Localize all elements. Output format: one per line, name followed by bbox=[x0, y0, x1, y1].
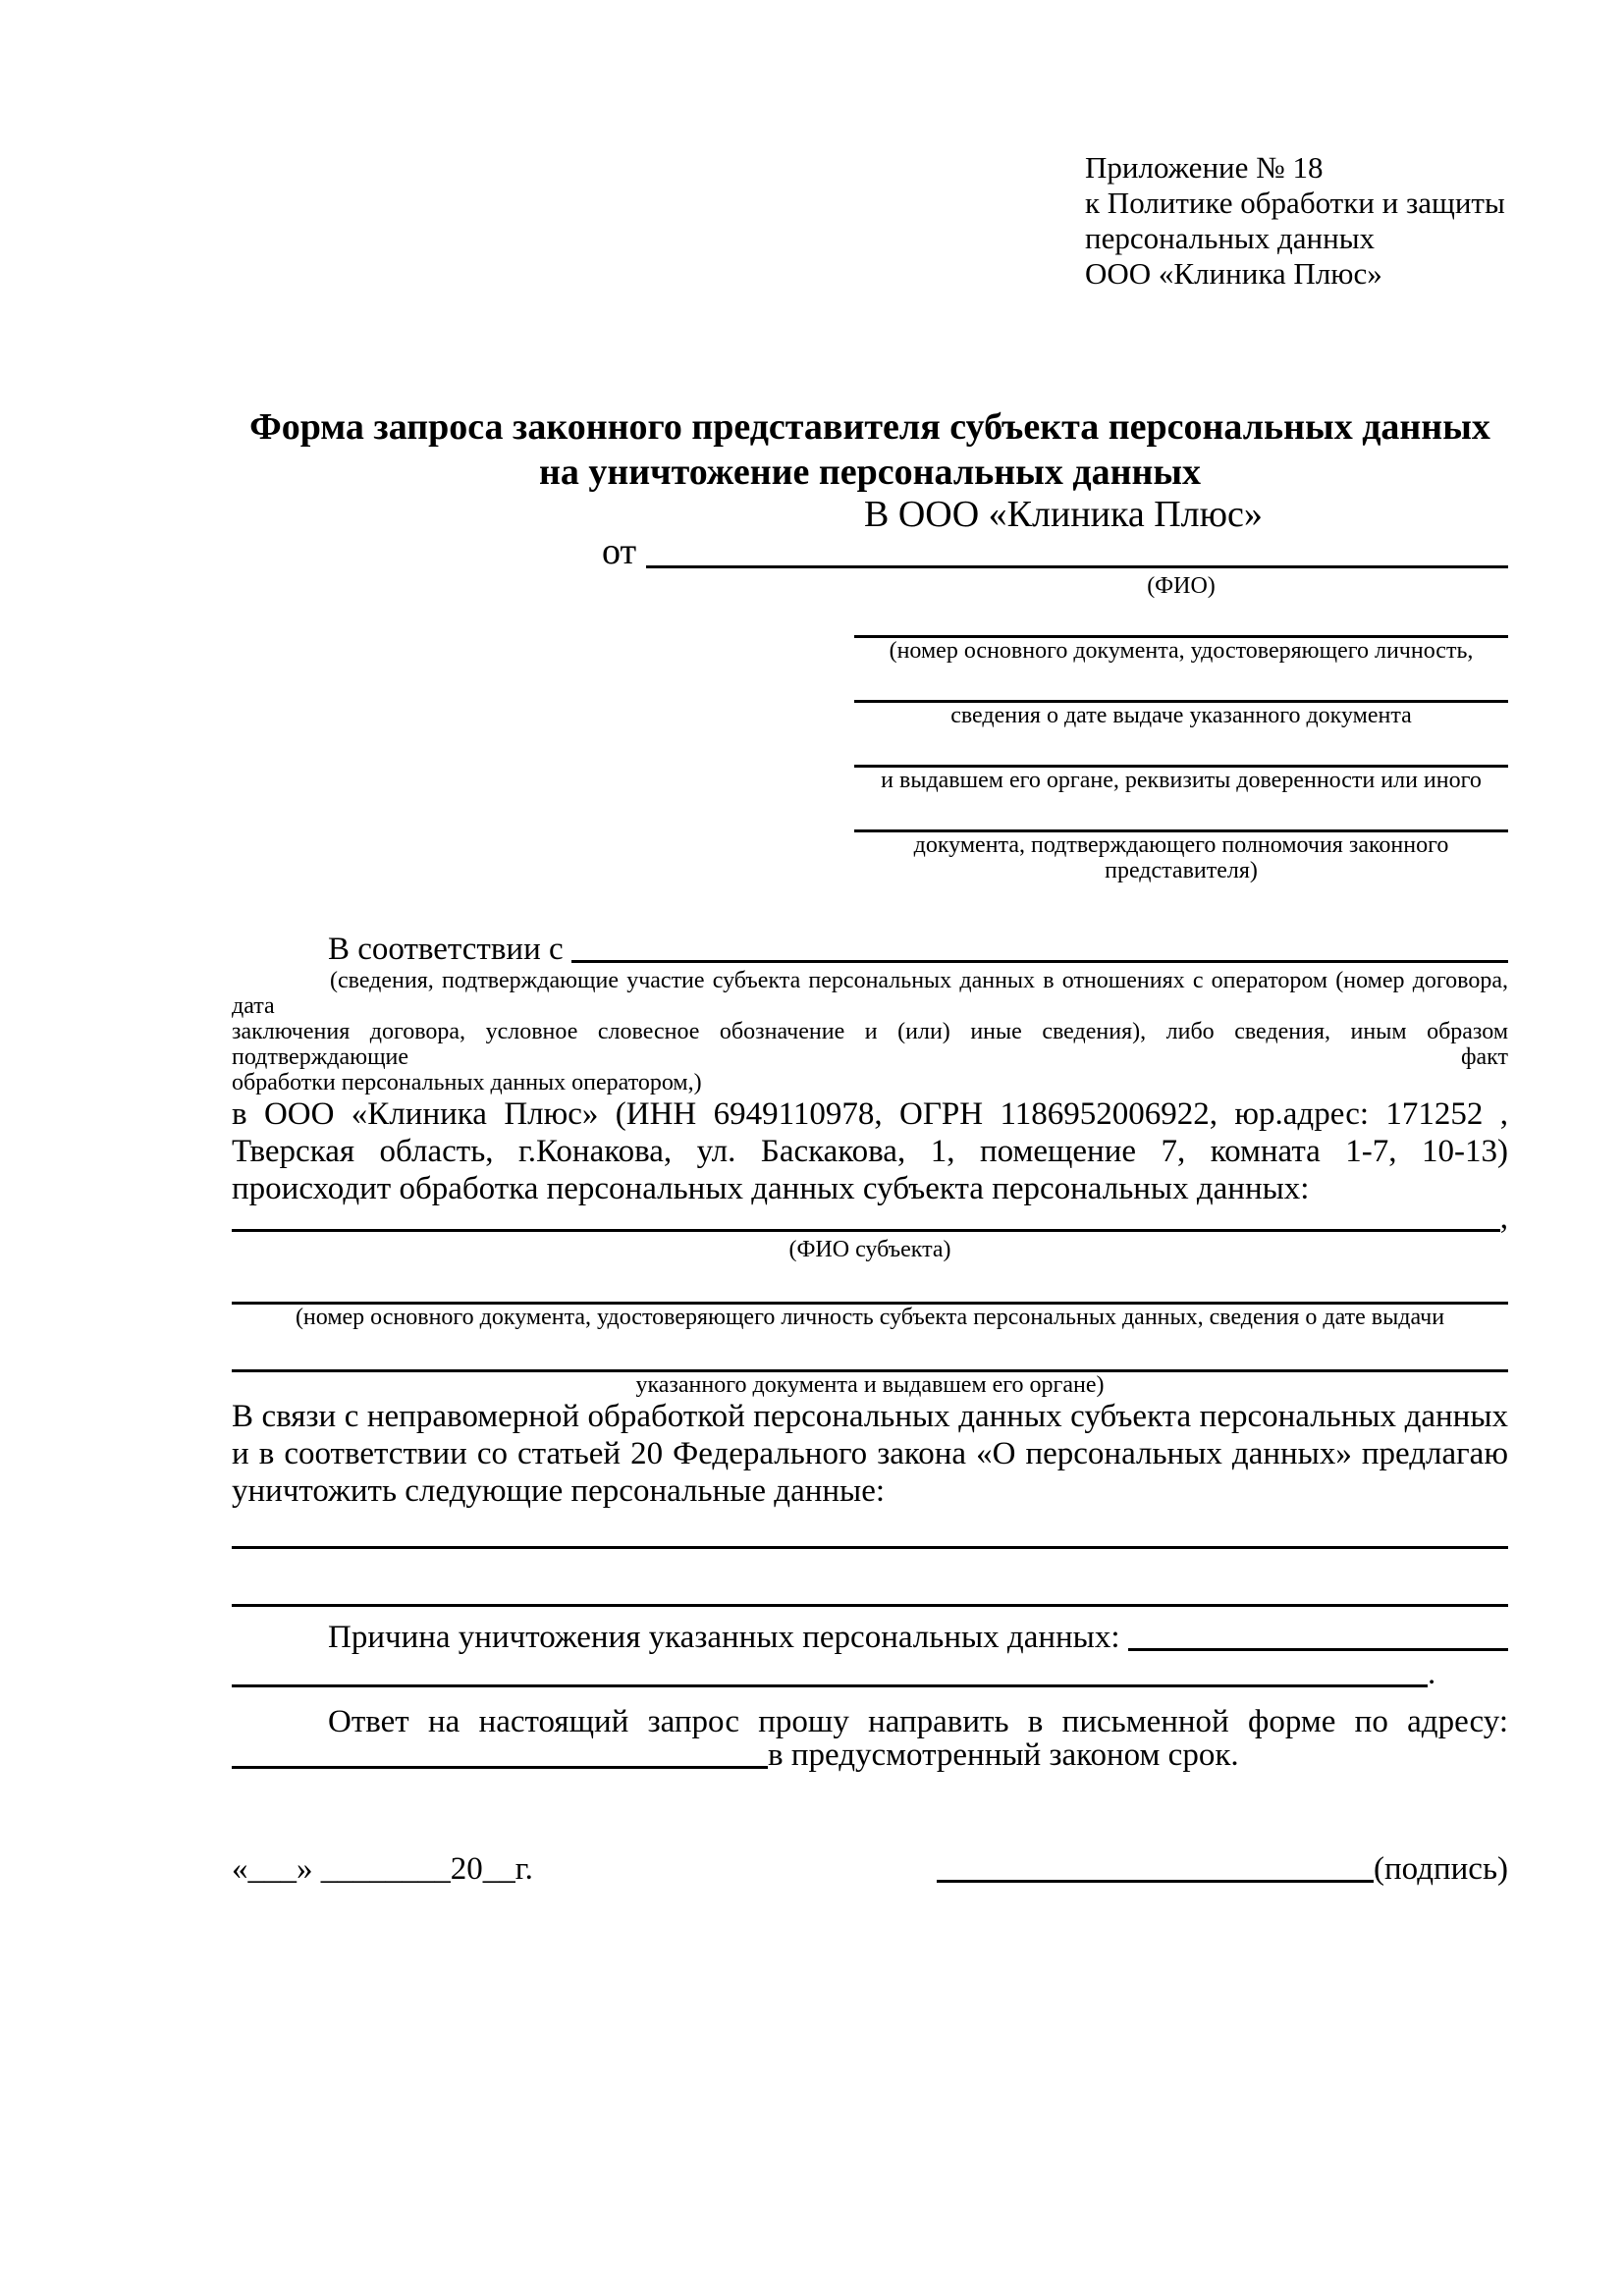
data-to-destroy-blank-line-1 bbox=[232, 1515, 1508, 1549]
field-caption-fio: (ФИО) bbox=[1147, 573, 1216, 599]
reply-address-blank-line bbox=[232, 1766, 768, 1769]
blank-line-issuer bbox=[854, 736, 1508, 768]
document-title bbox=[232, 404, 1508, 495]
from-label: от bbox=[602, 531, 646, 572]
accordance-caption bbox=[232, 968, 1508, 1095]
reply-address-row bbox=[232, 1737, 1508, 1774]
signature-caption: (подпись) bbox=[1374, 1851, 1508, 1887]
subject-issuer-blank-line bbox=[232, 1338, 1508, 1372]
blank-line-authority-document bbox=[854, 801, 1508, 832]
reason-continuation-blank-line bbox=[232, 1684, 1428, 1687]
accordance-caption-line: (сведения, подтверждающие участие субъекта персональных данных в отношениях с оператором (номер договора, дата bbox=[232, 968, 1508, 1019]
blank-line-issue-date bbox=[854, 671, 1508, 703]
demand-line: и в соответствии со статьей 20 Федерального закона «О персональных данных» предлагаю bbox=[232, 1436, 1508, 1471]
blank-line-document-number bbox=[854, 607, 1508, 638]
operator-paragraph-line: происходит обработка персональных данных субъекта персональных данных: bbox=[232, 1171, 1310, 1206]
reply-request-line: Ответ на настоящий запрос прошу направить в письменной форме по адресу: bbox=[328, 1704, 1508, 1739]
header-line: к Политике обработки и защиты bbox=[1085, 186, 1505, 220]
header-line: Приложение № 18 bbox=[1085, 150, 1324, 185]
header-line: ООО «Клиника Плюс» bbox=[1085, 256, 1382, 291]
demand-line: уничтожить следующие персональные данные: bbox=[232, 1473, 886, 1509]
signature-group bbox=[937, 1850, 1508, 1888]
field-caption-document: (номер основного документа, удостоверяющего личность, bbox=[889, 638, 1474, 664]
addressee-organization: В ООО «Клиника Плюс» bbox=[864, 494, 1263, 535]
title-line-2: на уничтожение персональных данных bbox=[538, 452, 1202, 493]
accordance-blank-line bbox=[571, 960, 1508, 963]
signature-blank-line bbox=[937, 1880, 1374, 1883]
operator-paragraph bbox=[232, 1095, 1508, 1207]
field-caption-issue-date: сведения о дате выдаче указанного документа bbox=[950, 703, 1412, 728]
date-field: «___» ________20__г. bbox=[232, 1851, 533, 1887]
data-to-destroy-blank-line-2 bbox=[232, 1573, 1508, 1607]
accordance-caption-line: обработки персональных данных оператором,) bbox=[232, 1070, 702, 1095]
demand-paragraph bbox=[232, 1398, 1508, 1510]
from-blank-line bbox=[646, 565, 1508, 568]
accordance-row bbox=[232, 929, 1508, 968]
accordance-caption-line: заключения договора, условное словесное обозначение и (или) иные сведения), либо сведения, иным образом подтверждающие факт bbox=[232, 1019, 1508, 1070]
reason-label: Причина уничтожения указанных персональных данных: bbox=[328, 1620, 1128, 1655]
reason-period: . bbox=[1428, 1656, 1436, 1691]
field-caption-authority: документа, подтверждающего полномочия законного представителя) bbox=[913, 832, 1449, 883]
field-caption-issuer: и выдавшем его органе, реквизиты доверенности или иного bbox=[881, 768, 1482, 793]
date-signature-row bbox=[232, 1850, 1508, 1888]
subject-document-caption: (номер основного документа, удостоверяющего личность субъекта персональных данных, сведения о дате выдачи bbox=[295, 1305, 1445, 1330]
operator-paragraph-line: в ООО «Клиника Плюс» (ИНН 6949110978, ОГРН 1186952006922, юр.адрес: 171252 , bbox=[232, 1096, 1508, 1132]
reason-blank-line bbox=[1128, 1648, 1508, 1651]
subject-issuer-caption: указанного документа и выдавшем его органе) bbox=[635, 1372, 1105, 1398]
subject-fio-row bbox=[232, 1201, 1508, 1237]
demand-line: В связи с неправомерной обработкой персональных данных субъекта персональных данных bbox=[232, 1399, 1508, 1434]
reason-row bbox=[232, 1619, 1508, 1656]
subject-fio-caption: (ФИО субъекта) bbox=[788, 1237, 951, 1262]
appendix-header bbox=[1085, 150, 1508, 292]
subject-fio-comma: , bbox=[1499, 1201, 1508, 1236]
accordance-lead: В соответствии с bbox=[328, 932, 571, 967]
representative-fields-block bbox=[854, 573, 1508, 883]
title-line-1: Форма запроса законного представителя субъекта персональных данных bbox=[249, 406, 1490, 448]
reason-continuation-row bbox=[232, 1656, 1508, 1692]
from-field-row bbox=[602, 531, 1508, 573]
reply-tail: в предусмотренный законом срок. bbox=[768, 1737, 1239, 1773]
operator-paragraph-line: Тверская область, г.Конакова, ул. Баскакова, 1, помещение 7, комната 1-7, 10-13) bbox=[232, 1134, 1508, 1169]
header-line: персональных данных bbox=[1085, 221, 1376, 255]
subject-document-blank-line bbox=[232, 1270, 1508, 1305]
subject-fio-blank-line bbox=[232, 1229, 1500, 1232]
